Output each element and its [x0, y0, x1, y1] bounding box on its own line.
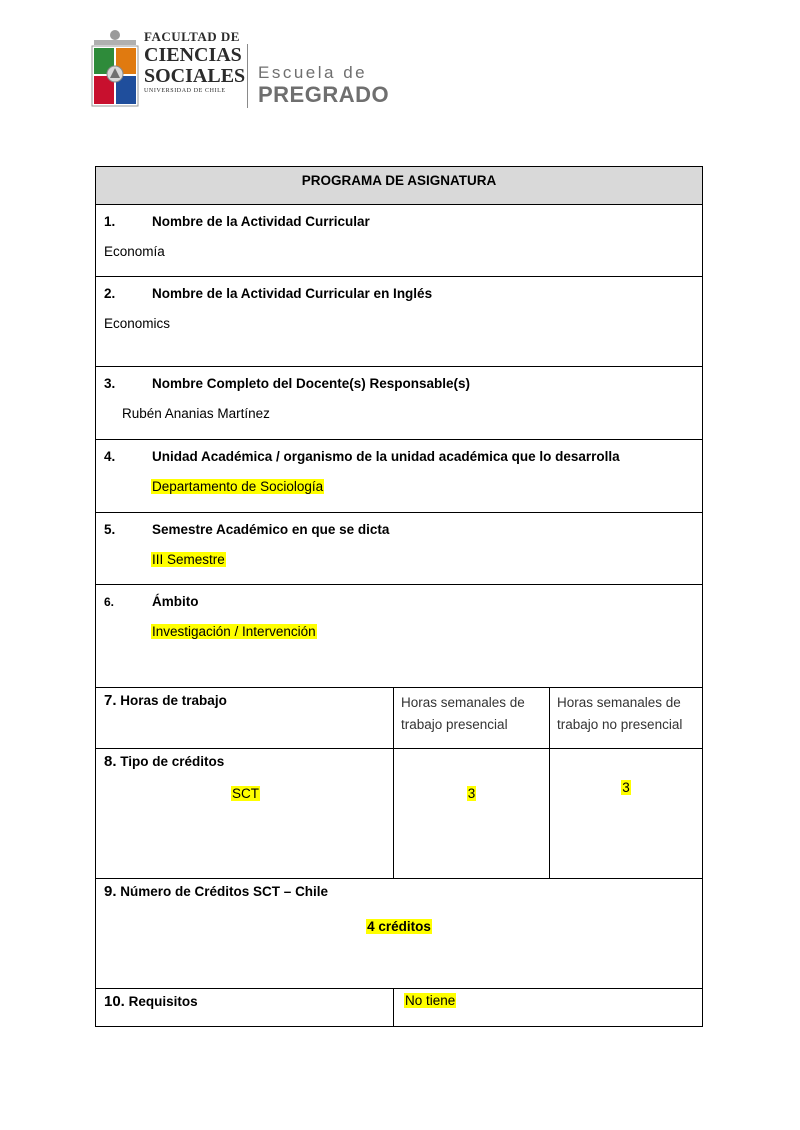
section-title — [104, 214, 370, 229]
presencial-hours-cell — [393, 749, 549, 878]
section-value-text: Economía — [104, 244, 165, 259]
table-title: PROGRAMA DE ASIGNATURA — [301, 173, 497, 188]
logo-divider — [247, 44, 248, 108]
section-row-6 — [95, 585, 703, 688]
section-number: 3. — [104, 376, 116, 391]
section-value — [104, 244, 165, 259]
school-line-2: PREGRADO — [258, 82, 390, 107]
credits-title — [104, 753, 224, 770]
hours-row — [95, 688, 703, 749]
sct-credits-row — [95, 879, 703, 989]
section-row-5 — [95, 513, 703, 585]
hours-no-presencial-header: Horas semanales de trabajo no presencial — [557, 695, 683, 732]
requisitos-row — [95, 989, 703, 1027]
faculty-logo — [90, 26, 390, 112]
section-number: 4. — [104, 449, 116, 464]
sct-credits-value: 4 créditos — [367, 919, 431, 934]
requisitos-title — [104, 993, 198, 1010]
section-value — [151, 624, 317, 639]
section-row-1 — [95, 205, 703, 277]
section-title — [104, 522, 389, 537]
hours-number: 7. — [104, 692, 117, 709]
faculty-line-2: CIENCIAS — [144, 44, 242, 66]
presencial-hours — [394, 786, 549, 801]
sct-number: 9. — [104, 883, 117, 900]
requisitos-label: Requisitos — [128, 994, 198, 1009]
faculty-line-1: FACULTAD DE — [144, 29, 240, 44]
course-program-table — [95, 166, 703, 1027]
hours-presencial-header: Horas semanales de trabajo presencial — [401, 695, 525, 732]
credits-label: Tipo de créditos — [120, 754, 225, 769]
credit-type — [231, 786, 260, 801]
requisitos-value-text: No tiene — [405, 993, 456, 1008]
requisitos-value-cell — [393, 989, 702, 1026]
faculty-name — [144, 30, 244, 94]
presencial-hours-value: 3 — [467, 786, 476, 801]
section-value — [151, 479, 324, 494]
section-label: Unidad Académica / organismo de la unidad académica que lo desarrolla — [152, 449, 620, 464]
section-value — [122, 406, 270, 421]
section-row-4 — [95, 440, 703, 513]
hours-label: Horas de trabajo — [120, 693, 227, 708]
section-value — [151, 552, 226, 567]
section-label: Ámbito — [152, 594, 199, 609]
section-title — [104, 286, 432, 301]
section-title — [104, 376, 470, 391]
sct-title — [104, 883, 328, 900]
section-row-2 — [95, 277, 703, 367]
faculty-line-4: UNIVERSIDAD DE CHILE — [144, 88, 226, 94]
section-label: Nombre de la Actividad Curricular — [152, 214, 370, 229]
section-number: 5. — [104, 522, 116, 537]
section-value-text: Economics — [104, 316, 171, 331]
credits-number: 8. — [104, 753, 117, 770]
hours-presencial-header-cell — [393, 688, 549, 748]
section-value-text: Investigación / Intervención — [152, 624, 316, 639]
section-row-3 — [95, 367, 703, 440]
hours-no-presencial-header-cell — [549, 688, 702, 748]
faculty-line-3: SOCIALES — [144, 65, 246, 87]
sct-label: Número de Créditos SCT – Chile — [120, 884, 329, 899]
section-value-text: Rubén Ananias Martínez — [122, 406, 270, 421]
section-title — [104, 594, 199, 609]
section-number: 6. — [104, 595, 115, 609]
table-header — [95, 166, 703, 205]
requisitos-value — [404, 993, 456, 1008]
credit-type-value: SCT — [232, 786, 259, 801]
credits-row — [95, 749, 703, 879]
section-number: 2. — [104, 286, 116, 301]
section-label: Nombre Completo del Docente(s) Responsable(s) — [152, 376, 471, 391]
section-number: 1. — [104, 214, 116, 229]
section-label: Semestre Académico en que se dicta — [152, 522, 390, 537]
school-name — [258, 64, 389, 106]
section-value-text: Departamento de Sociología — [152, 479, 324, 494]
section-label: Nombre de la Actividad Curricular en Inglés — [152, 286, 433, 301]
section-value-text: III Semestre — [152, 552, 225, 567]
no-presencial-hours-value: 3 — [622, 780, 630, 795]
no-presencial-hours — [550, 780, 702, 795]
section-title — [104, 449, 620, 464]
section-value — [104, 316, 170, 331]
no-presencial-hours-cell — [549, 749, 702, 878]
hours-title — [104, 692, 227, 709]
sct-credits — [96, 919, 702, 934]
university-crest-icon — [90, 26, 140, 108]
school-line-1: Escuela de — [258, 63, 368, 82]
requisitos-number: 10. — [104, 993, 125, 1010]
